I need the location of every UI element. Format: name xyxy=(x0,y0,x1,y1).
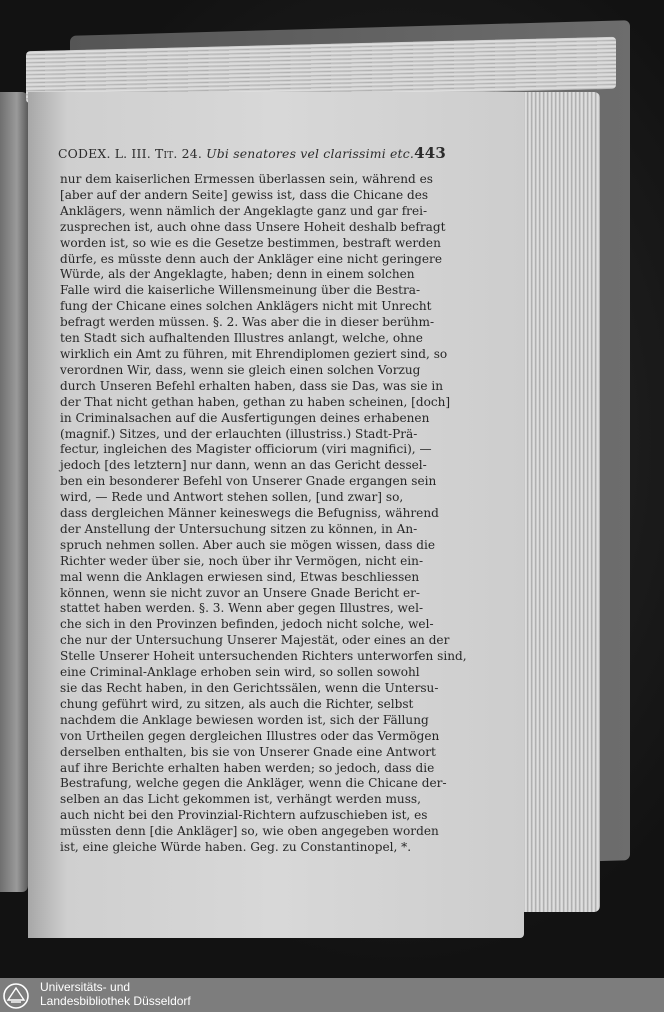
text-line: von Urtheilen gegen dergleichen Illustres oder das Vermögen xyxy=(60,728,440,743)
header-title: Ubi senatores vel clarissimi etc. xyxy=(206,146,414,161)
text-line: auch nicht bei den Provinzial-Richtern aufzuschieben ist, es xyxy=(60,808,428,823)
text-line: dass dergleichen Männer keineswegs die Befugniss, während xyxy=(60,506,439,521)
text-line: Stelle Unserer Hoheit untersuchenden Richters unterworfen sind, xyxy=(60,649,467,664)
ulb-logo-icon xyxy=(2,982,30,1010)
library-line2: Landesbibliothek Düsseldorf xyxy=(40,993,191,1008)
text-line: fectur, ingleichen des Magister officiorum (viri magnifici), — xyxy=(60,442,432,457)
body-text xyxy=(60,172,467,856)
text-line: jedoch [des letztern] nur dann, wenn an das Gericht dessel- xyxy=(60,458,427,473)
library-name xyxy=(40,981,191,1008)
text-line: che nur der Untersuchung Unserer Majestät, oder eines an der xyxy=(60,633,450,648)
text-line: spruch nehmen sollen. Aber auch sie mögen wissen, dass die xyxy=(60,537,436,552)
text-line: können, wenn sie nicht zuvor an Unsere Gnade Bericht er- xyxy=(60,585,421,600)
text-line: derselben enthalten, bis sie von Unserer Gnade eine Antwort xyxy=(60,744,436,759)
text-line: worden ist, so wie es die Gesetze bestimmen, bestraft werden xyxy=(60,235,441,250)
text-line: dürfe, es müsste denn auch der Ankläger eine nicht geringere xyxy=(60,251,442,266)
text-line: durch Unseren Befehl erhalten haben, dass sie Das, was sie in xyxy=(60,378,444,393)
text-line: stattet haben werden. §. 3. Wenn aber gegen Illustres, wel- xyxy=(60,601,424,616)
text-line: (magnif.) Sitzes, und der erlauchten (illustriss.) Stadt-Prä- xyxy=(60,426,418,441)
text-line: Falle wird die kaiserliche Willensmeinung über die Bestra- xyxy=(60,283,421,298)
text-line: verordnen Wir, dass, wenn sie gleich einen solchen Vorzug xyxy=(60,362,421,377)
text-line: wird, — Rede und Antwort stehen sollen, [und zwar] so, xyxy=(60,490,404,505)
text-line: der Anstellung der Untersuchung sitzen zu können, in An- xyxy=(60,521,418,536)
text-line: müssten denn [die Ankläger] so, wie oben angegeben worden xyxy=(60,824,439,839)
text-line: che sich in den Provinzen befinden, jedoch nicht solche, wel- xyxy=(60,617,434,632)
text-line: Anklägers, wenn nämlich der Angeklagte ganz und gar frei- xyxy=(60,203,428,218)
library-line1: Universitäts- und xyxy=(40,980,131,994)
text-line: eine Criminal-Anklage erhoben sein wird, so sollen sowohl xyxy=(60,665,420,680)
left-page-edge xyxy=(0,92,28,892)
page-block-right xyxy=(520,92,600,912)
text-line: ben ein besonderer Befehl von Unserer Gnade ergangen sein xyxy=(60,474,437,489)
text-line: nachdem die Anklage bewiesen worden ist, sich der Fällung xyxy=(60,712,429,727)
text-line: Bestrafung, welche gegen die Ankläger, wenn die Chicane der- xyxy=(60,776,447,791)
page-number: 443 xyxy=(414,144,446,162)
text-line: befragt werden müssen. §. 2. Was aber die in dieser berühm- xyxy=(60,315,435,330)
text-line: der That nicht gethan haben, gethan zu haben scheinen, [doch] xyxy=(60,394,451,409)
text-line: ist, eine gleiche Würde haben. Geg. zu Constantinopel, *. xyxy=(60,840,412,855)
text-line: selben an das Licht gekommen ist, verhängt werden muss, xyxy=(60,792,421,807)
text-line: [aber auf der andern Seite] gewiss ist, dass die Chicane des xyxy=(60,187,429,202)
text-line: fung der Chicane eines solchen Anklägers nicht mit Unrecht xyxy=(60,299,432,314)
text-line: sie das Recht haben, in den Gerichtssälen, wenn die Untersu- xyxy=(60,681,439,695)
header-codex: CODEX. L. III. Tit. 24. xyxy=(58,146,202,161)
text-line: in Criminalsachen auf die Ausfertigungen deines erhabenen xyxy=(60,410,430,425)
text-line: nur dem kaiserlichen Ermessen überlassen sein, während es xyxy=(60,172,433,186)
text-line: ten Stadt sich aufhaltenden Illustres anlangt, welche, ohne xyxy=(60,331,423,346)
text-line: mal wenn die Anklagen erwiesen sind, Etwas beschliessen xyxy=(60,569,420,584)
text-line: wirklich ein Amt zu führen, mit Ehrendiplomen geziert sind, so xyxy=(60,346,448,361)
text-line: Würde, als der Angeklagte, haben; denn in einem solchen xyxy=(60,267,415,282)
running-header xyxy=(58,146,446,168)
text-line: Richter weder über sie, noch über ihr Vermögen, nicht ein- xyxy=(60,553,424,568)
text-line: chung geführt wird, zu sitzen, als auch die Richter, selbst xyxy=(60,696,414,711)
text-line: auf ihre Berichte erhalten haben werden; so jedoch, dass die xyxy=(60,760,435,775)
text-line: zusprechen ist, auch ohne dass Unsere Hoheit deshalb befragt xyxy=(60,219,446,234)
footer-bar xyxy=(0,978,664,1012)
